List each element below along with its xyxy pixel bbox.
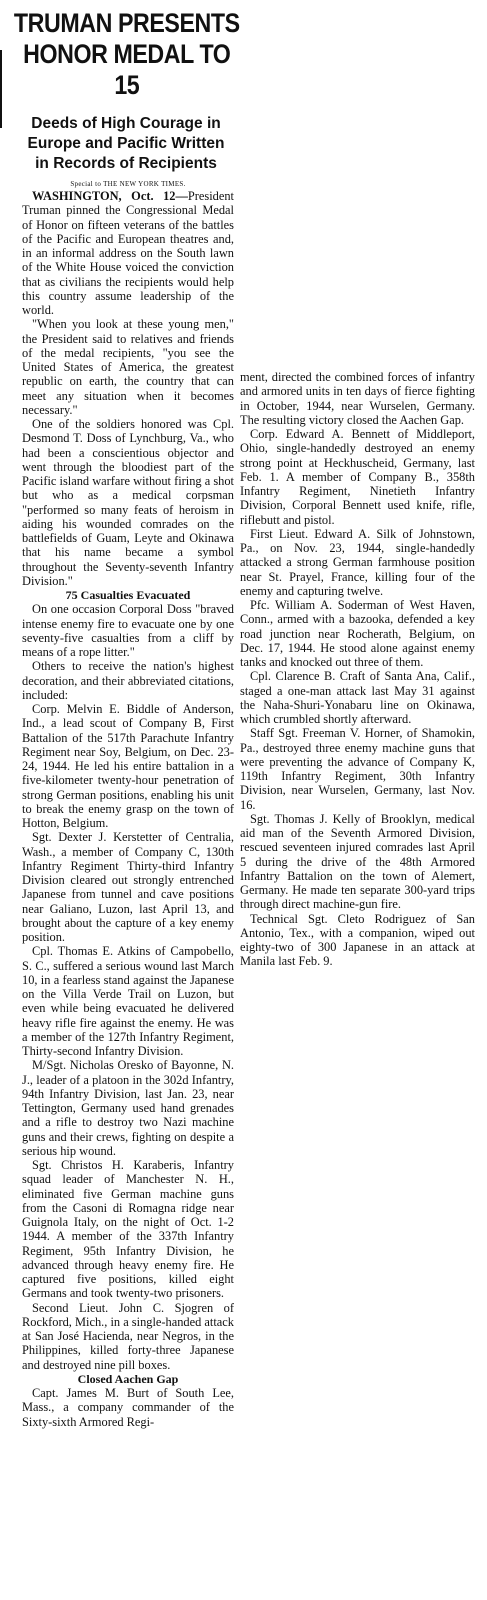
paragraph-silk: First Lieut. Edward A. Silk of Johnstown, Pa., on Nov. 23, 1944, single-handedly attacked a strong German farmhouse position near St. Prayel, France, killing four of the enemy and capturing twelve. [240, 526, 475, 598]
paragraph-karaberis: Sgt. Christos H. Karaberis, Infantry squad leader of Manchester N. H., eliminated five German machine guns from the Casoni di Romagna ridge near Guignola Italy, on the night of Oct. 1-2 1944. A member of the 337th Infantry Regiment, 95th Infantry Division, he advanced through heavy enemy fire. He captured five positions, killed eight Germans and took twenty-two prisoners. [22, 1158, 234, 1301]
paragraph-craft: Cpl. Clarence B. Craft of Santa Ana, Calif., staged a one-man attack last May 31 against the Naha-Shuri-Yonabaru line on Okinawa, which crumbled shortly afterward. [240, 669, 475, 726]
paragraph-horner: Staff Sgt. Freeman V. Horner, of Shamokin, Pa., destroyed three enemy machine guns that were preventing the advance of Company K, 119th Infantry Regiment, 30th Infantry Division, near Wurselen, Germany, last Nov. 16. [240, 726, 475, 812]
byline-credit: Special to THE NEW YORK TIMES. [70, 180, 186, 188]
paragraph-quote: "When you look at these young men," the President said to relatives and friends of the medal recipients, "you see the United States of America, the greatest republic on earth, the country that can meet any situation when it becomes necessary." [22, 317, 234, 417]
article-column-1 [22, 180, 234, 1429]
paragraph-rodriguez: Technical Sgt. Cleto Rodriguez of San Antonio, Tex., with a companion, wiped out eighty-two of 300 Japanese in an attack at Manila last Feb. 9. [240, 911, 475, 969]
paragraph-kelly: Sgt. Thomas J. Kelly of Brooklyn, medical aid man of the Seventh Armored Division, rescued seventeen injured comrades last April 5 during the drive of the 48th Armored Infantry Battalion on the town of Alemert, Germany. He made ten separate 300-yard trips through direct machine-gun fire. [240, 811, 475, 912]
paragraph-soderman: Pfc. William A. Soderman of West Haven, Conn., armed with a bazooka, defended a key road junction near Rocherath, Belgium, on Dec. 17, 1944. He stood alone against enemy tanks and knocked out three of them. [240, 598, 475, 669]
lead-paragraph [22, 189, 234, 317]
column-rule [0, 50, 2, 128]
headline-line-1: TRUMAN PRESENTS [13, 8, 240, 38]
paragraph-doss: One of the soldiers honored was Cpl. Desmond T. Doss of Lynchburg, Va., who had been a conscientious objector and went through the bloodiest part of the Pacific island warfare without firing a shot but who as a medical corpsman "performed so many feats of heroism in aiding his wounded comrades on the battlefields of Guam, Leyte and Okinawa that his name became a symbol throughout the Seventy-seventh Infantry Division." [22, 417, 234, 588]
paragraph-burt: Capt. James M. Burt of South Lee, Mass., a company commander of the Sixty-sixth Armored Regi- [22, 1386, 234, 1429]
subheadline-deck [14, 114, 238, 174]
paragraph-biddle: Corp. Melvin E. Biddle of Anderson, Ind., a lead scout of Company B, First Battalion of the 517th Parachute Infantry Regiment near Soy, Belgium, on Dec. 23-24, 1944. He led his entire battalion in a five-kilometer twenty-hour penetration of strong German positions, enabling his unit to break the enemy grasp on the town of Hotton, Belgium. [22, 702, 234, 830]
section-subhead-aachen: Closed Aachen Gap [77, 1371, 179, 1386]
headline [12, 8, 242, 101]
paragraph-burt-continued: ment, directed the combined forces of infantry and armored units in ten days of fierce fighting in October, 1944, near Wurselen, Germany. The resulting victory closed the Aachen Gap. [240, 370, 475, 427]
paragraph-bennett: Corp. Edward A. Bennett of Middleport, Ohio, single-handedly destroyed an enemy strong point at Heckhuscheid, Germany, last Feb. 1. A member of Company B., 358th Infantry Regiment, Ninetieth Infantry Division, Corporal Bennett used knife, rifle, riflebutt and pistol. [240, 427, 475, 527]
lead-text: President Truman pinned the Congressional Medal of Honor on fifteen veterans of the battles of the Pacific and European theatres and, in an informal address on the South lawn of the White House voiced the conviction that as civilians the recipients would help this country assume leadership of the world. [22, 189, 234, 317]
deck-line-3: in Records of Recipients [35, 155, 217, 172]
paragraph-evacuation: On one occasion Corporal Doss "braved intense enemy fire to evacuate one by one seventy-five casualties from a cliff by means of a rope litter." [22, 602, 234, 659]
article-column-2 [240, 370, 475, 969]
headline-line-2: HONOR MEDAL TO 15 [23, 39, 231, 100]
section-subhead-casualties: 75 Casualties Evacuated [65, 588, 191, 602]
paragraph-oresko: M/Sgt. Nicholas Oresko of Bayonne, N. J., leader of a platoon in the 302d Infantry, 94th Infantry Division, last Jan. 23, near Tettington, Germany used hand grenades and a rifle to destroy two Nazi machine guns and their crews, fighting on despite a serious hip wound. [22, 1058, 234, 1158]
paragraph-sjogren: Second Lieut. John C. Sjogren of Rockford, Mich., in a single-handed attack at San José Hacienda, near Negros, in the Philippines, killed forty-three Japanese and destroyed nine pill boxes. [22, 1300, 234, 1372]
paragraph-atkins: Cpl. Thomas E. Atkins of Campobello, S. C., suffered a serious wound last March 10, in a fearless stand against the Japanese on the Villa Verde Trail on Luzon, but even while being evacuated he delivered heavy rifle fire against the enemy. He was a member of the 127th Infantry Regiment, Thirty-second Infantry Division. [22, 944, 234, 1058]
paragraph-others: Others to receive the nation's highest decoration, and their abbreviated citations, included: [22, 659, 234, 702]
deck-line-2: Europe and Pacific Written [27, 135, 225, 152]
dateline: WASHINGTON, Oct. 12— [32, 189, 188, 203]
paragraph-kerstetter: Sgt. Dexter J. Kerstetter of Centralia, Wash., a member of Company C, 130th Infantry Regiment Thirty-third Infantry Division cleared out strongly entrenched Japanese from tunnel and cave positions near Galiano, Luzon, last April 13, and brought about the capture of a key enemy position. [22, 830, 234, 944]
deck-line-1: Deeds of High Courage in [31, 115, 221, 132]
